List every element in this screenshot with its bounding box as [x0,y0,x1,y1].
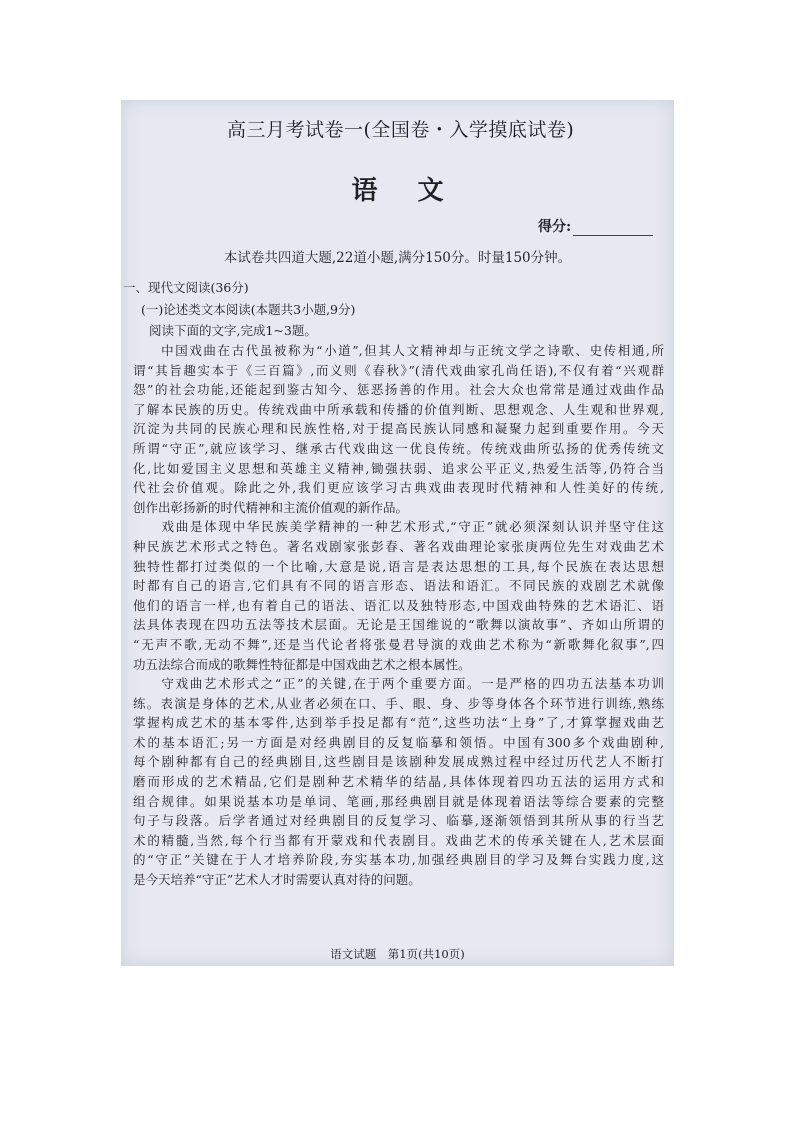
passage-line: 句子与段落。后学者通过对经典剧目的反复学习、临摹,逐渐领悟到其所从事的行当艺 [133,813,664,829]
passage-line: 每个剧种都有自己的经典剧目,这些剧目是该剧种发展成熟过程中经过历代艺人不断打 [133,754,664,770]
passage-line: 种民族艺术形式之特色。著名戏剧家张彭春、著名戏曲理论家张庚两位先生对戏曲艺术 [133,538,664,554]
passage-line: 创作出彰扬新的时代精神和主流价值观的新作品。 [133,499,409,515]
passage-line: 磨而形成的艺术精品,它们是剧种艺术精华的结晶,具体体现着四功五法的运用方式和 [133,774,664,790]
passage-line: 组合规律。如果说基本功是单词、笔画,那经典剧目就是体现着语法等综合要素的完整 [133,793,664,809]
passage-line: 守戏曲艺术形式之“正”的关键,在于两个重要方面。一是严格的四功五法基本功训 [133,676,664,692]
passage-line: 独特性都打过类似的一个比喻,大意是说,语言是表达思想的工具,每个民族在表达思想 [133,558,664,574]
score-blank-line [573,221,653,236]
passage-line: 功五法综合而成的歌舞性特征都是中国戏曲艺术之根本属性。 [133,656,471,672]
subject-title: 语文 [351,176,484,206]
score-field [538,216,653,236]
passage-line: 了解本民族的历史。传统戏曲中所承载和传播的价值判断、思想观念、人生观和世界观, [133,401,664,417]
section-heading: 一、现代文阅读(36分) [123,280,249,295]
passage-line: 所谓“守正”,就应该学习、继承古代戏曲这一优良传统。传统戏曲所弘扬的优秀传统文 [133,440,664,456]
passage-line: 他们的语言一样,也有着自己的语法、语汇以及独特形态,中国戏曲特殊的艺术语汇、语 [133,597,664,613]
score-label: 得分: [538,219,572,235]
passage-line: 的“守正”关键在于人才培养阶段,夯实基本功,加强经典剧目的学习及舞台实践力度,这 [133,852,664,868]
passage-line: 中国戏曲在古代虽被称为“小道”,但其人文精神却与正统文学之诗歌、史传相通,所 [133,343,664,358]
passage-line: 怨”的社会功能,还能起到鉴古知今、惩恶扬善的作用。社会大众也常常是通过戏曲作品 [133,382,664,398]
passage-line: 沉淀为共同的民族心理和民族性格,对于提高民族认同感和凝聚力起到重要作用。今天 [133,421,664,437]
passage-line: 化,比如爱国主义思想和英雄主义精神,锄强扶弱、追求公平正义,热爱生活等,仍符合当 [133,460,664,476]
passage-line: 术的精髓,当然,每个行当都有开蒙戏和代表剧目。戏曲艺术的传承关键在人,艺术层面 [133,832,664,848]
passage-line: 戏曲是体现中华民族美学精神的一种艺术形式,“守正”就必须深刻认识并坚守住这 [133,519,664,535]
exam-instructions: 本试卷共四道大题,22道小题,满分150分。时量150分钟。 [223,250,572,266]
exam-title: 高三月考试卷一(全国卷・入学摸底试卷) [227,119,575,141]
reading-passage [133,341,664,890]
sub-section-heading: (一)论述类文本阅读(本题共3小题,9分) [141,302,356,317]
passage-line: 掌握构成艺术的基本零件,达到举手投足都有“范”,这些功法“上身”了,才算掌握戏曲艺 [133,715,664,731]
passage-line: 练。表演是身体的艺术,从业者必须在口、手、眼、身、步等身体各个环节进行训练,熟练 [133,695,664,711]
exam-paper-sheet [121,100,674,966]
page-footer: 语文试题 第1页(共10页) [330,947,465,961]
passage-line: 代社会价值观。除此之外,我们更应该学习古典戏曲表现时代精神和人性美好的传统, [133,480,664,496]
passage-line: 术的基本语汇;另一方面是对经典剧目的反复临摹和领悟。中国有300多个戏曲剧种, [133,734,664,750]
passage-line: “无声不歌,无动不舞”,还是当代论者将张曼君导演的戏曲艺术称为“新歌舞化叙事”,四 [133,636,664,652]
reading-prompt: 阅读下面的文字,完成1~3题。 [149,323,317,338]
passage-line: 时都有自己的语言,它们具有不同的语言形态、语法和语汇。不同民族的戏剧艺术就像 [133,578,664,594]
passage-line: 谓“其旨趣实本于《三百篇》,而义则《春秋》”(清代戏曲家孔尚任语),不仅有着“兴观群 [133,362,664,378]
passage-line: 法具体表现在四功五法等技术层面。无论是王国维说的“歌舞以演故事”、齐如山所谓的 [133,617,664,633]
passage-line: 是今天培养“守正”艺术人才时需要认真对待的问题。 [133,872,421,888]
